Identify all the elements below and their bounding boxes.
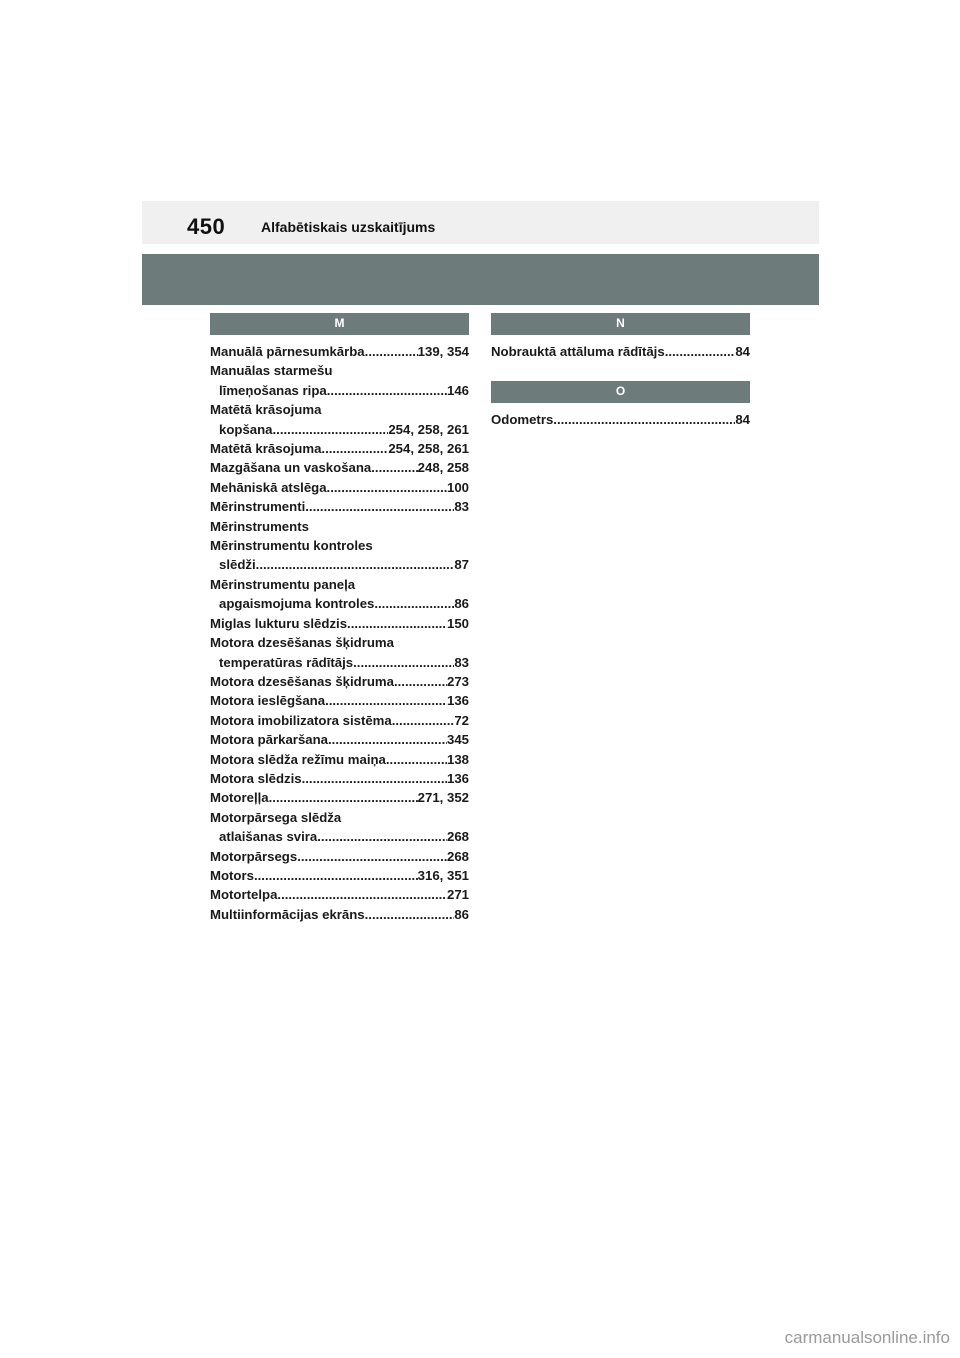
- dot-leader: [273, 420, 389, 439]
- index-entry: [210, 497, 469, 516]
- dot-leader: [297, 847, 447, 866]
- page-reference: 345: [446, 732, 469, 748]
- dot-leader: [328, 730, 447, 749]
- dot-leader: [365, 342, 418, 361]
- dot-leader: [347, 614, 447, 633]
- index-entries-m: [210, 342, 469, 924]
- dot-leader: [277, 885, 447, 904]
- page-reference: 268: [446, 829, 469, 845]
- dot-leader: [371, 458, 417, 477]
- page-reference: 84: [735, 412, 750, 428]
- page-reference: 72: [454, 712, 469, 728]
- index-entry: [210, 478, 469, 497]
- index-term: Manuālā pārnesumkārba: [210, 344, 365, 359]
- page-reference: 254, 258, 261: [388, 441, 469, 457]
- index-entry: [210, 769, 469, 788]
- page-title: Alfabētiskais uzskaitījums: [261, 219, 436, 235]
- index-term: Nobrauktā attāluma rādītājs: [491, 344, 665, 359]
- dot-leader: [353, 653, 454, 672]
- index-term: Motorpārsegs: [210, 848, 298, 864]
- index-entry: [210, 517, 469, 536]
- index-term: Mērinstrumenti: [210, 499, 306, 515]
- section-header-n: N: [491, 313, 750, 335]
- page-reference: 248, 258: [417, 460, 469, 476]
- page-number: 450: [187, 214, 226, 239]
- index-term: līmeņošanas ripa: [219, 382, 327, 398]
- page-reference: 136: [446, 770, 469, 786]
- index-entries-o: [491, 410, 750, 429]
- dot-leader: [256, 555, 455, 574]
- index-entry: [210, 420, 469, 439]
- index-entry: [210, 575, 469, 594]
- index-term: Mazgāšana un vaskošana: [210, 460, 372, 476]
- index-term: Motorpārsega slēdža: [210, 809, 342, 825]
- index-entry: [210, 672, 469, 691]
- index-entry: [491, 342, 750, 361]
- index-entry: [210, 555, 469, 574]
- index-entry: [210, 905, 469, 924]
- page-reference: 146: [446, 382, 469, 398]
- index-term: Mērinstrumentu paneļa: [210, 576, 356, 592]
- index-entry: [210, 885, 469, 904]
- index-entry: [491, 410, 750, 429]
- index-entry: [210, 691, 469, 710]
- index-entry: [210, 536, 469, 555]
- dot-leader: [269, 788, 418, 807]
- index-term: Multiinformācijas ekrāns: [210, 906, 365, 922]
- index-entry: [210, 458, 469, 477]
- index-entry: [210, 866, 469, 885]
- index-entry: [210, 711, 469, 730]
- dot-leader: [386, 750, 447, 769]
- index-entry: [210, 730, 469, 749]
- page-reference: 139, 354: [417, 344, 469, 359]
- index-term: Motora slēdža režīmu maiņa: [210, 751, 386, 767]
- index-term: Motora pārkaršana: [210, 732, 328, 748]
- index-entries-n: [491, 342, 750, 361]
- page-reference: 316, 351: [417, 867, 469, 883]
- page-reference: 84: [735, 344, 750, 359]
- dot-leader: [325, 691, 447, 710]
- page-reference: 271: [446, 887, 469, 903]
- dot-leader: [553, 410, 735, 429]
- page-reference: 254, 258, 261: [388, 421, 469, 437]
- index-term: Manuālas starmešu: [210, 363, 333, 379]
- dot-leader: [392, 711, 455, 730]
- page-reference: 87: [454, 557, 469, 573]
- index-entry: [210, 400, 469, 419]
- index-term: Motora imobilizatora sistēma: [210, 712, 392, 728]
- page-reference: 271, 352: [417, 790, 469, 806]
- dot-leader: [302, 769, 447, 788]
- index-term: temperatūras rādītājs: [219, 654, 354, 670]
- index-column-left: [210, 313, 469, 924]
- index-term: Matētā krāsojuma: [210, 441, 322, 457]
- index-entry: [210, 788, 469, 807]
- page-reference: 86: [454, 906, 469, 922]
- index-term: Motora ieslēgšana: [210, 693, 326, 709]
- index-term: slēdži: [219, 557, 256, 573]
- index-term: Mērinstrumentu kontroles: [210, 538, 373, 554]
- page-header: [142, 201, 819, 244]
- page-reference: 136: [446, 693, 469, 709]
- index-term: Mērinstruments: [210, 518, 309, 534]
- index-term: Motora dzesēšanas šķidruma: [210, 673, 394, 689]
- dot-leader: [374, 594, 454, 613]
- section-header-o: O: [491, 381, 750, 403]
- dot-leader: [665, 342, 736, 361]
- dot-leader: [254, 866, 418, 885]
- index-entry: [210, 653, 469, 672]
- index-term: atlaišanas svira: [219, 829, 318, 845]
- index-entry: [210, 594, 469, 613]
- page-reference: 273: [446, 673, 469, 689]
- page-reference: 100: [446, 479, 469, 495]
- index-entry: [210, 633, 469, 652]
- dot-leader: [327, 381, 447, 400]
- index-entry: [210, 342, 469, 361]
- dot-leader: [394, 672, 447, 691]
- page-reference: 86: [454, 596, 469, 612]
- index-term: Motora slēdzis: [210, 770, 302, 786]
- page-reference: 83: [454, 499, 469, 515]
- index-term: Motora dzesēšanas šķidruma: [210, 635, 394, 651]
- dot-leader: [327, 478, 447, 497]
- index-entry: [210, 847, 469, 866]
- index-entry: [210, 361, 469, 380]
- index-term: Motoreļļa: [210, 790, 269, 806]
- index-column-right: [491, 313, 750, 430]
- index-term: Matētā krāsojuma: [210, 402, 322, 418]
- index-entry: [210, 827, 469, 846]
- index-term: Motortelpa: [210, 887, 278, 903]
- index-term: Motors: [210, 867, 254, 883]
- dot-leader: [305, 497, 454, 516]
- page-reference: 150: [446, 615, 469, 631]
- dot-leader: [317, 827, 447, 846]
- index-term: apgaismojuma kontroles: [219, 596, 375, 612]
- page-reference: 138: [446, 751, 469, 767]
- index-entry: [210, 439, 469, 458]
- page-reference: 83: [454, 654, 469, 670]
- dot-leader: [365, 905, 455, 924]
- index-entry: [210, 381, 469, 400]
- index-entry: [210, 750, 469, 769]
- index-entry: [210, 808, 469, 827]
- index-term: Mehāniskā atslēga: [210, 479, 327, 495]
- index-term: kopšana: [219, 421, 273, 437]
- index-term: Miglas lukturu slēdzis: [210, 615, 348, 631]
- page-reference: 268: [446, 848, 469, 864]
- index-entry: [210, 614, 469, 633]
- watermark: carmanualsonline.info: [784, 1328, 950, 1347]
- dot-leader: [321, 439, 388, 458]
- section-header-m: M: [210, 313, 469, 335]
- header-band: [142, 254, 819, 305]
- index-term: Odometrs: [491, 412, 554, 428]
